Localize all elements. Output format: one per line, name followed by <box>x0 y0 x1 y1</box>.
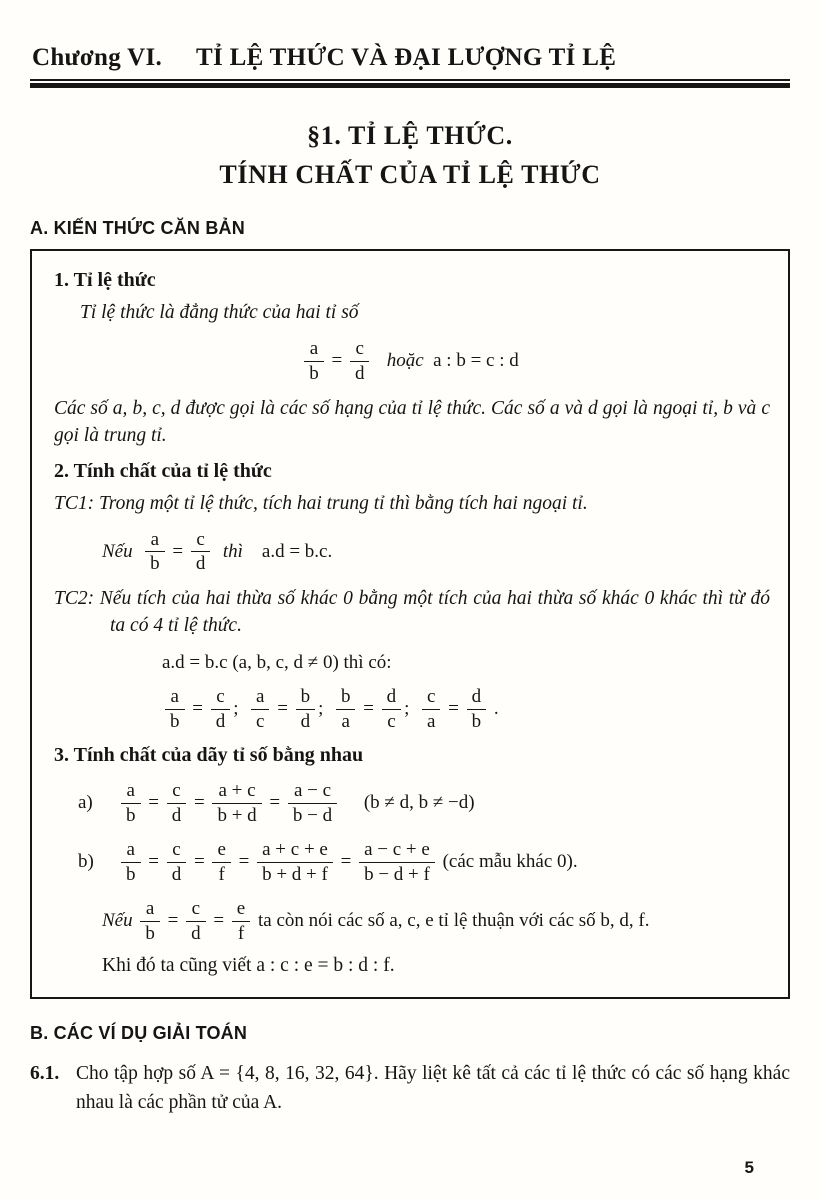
problem-6-1 <box>30 1060 790 1117</box>
tc1-formula <box>102 530 770 575</box>
fraction: $\frac{b}{d}$ <box>296 687 316 732</box>
page-number: 5 <box>744 1158 754 1177</box>
fraction: $\frac{b}{a}$ <box>336 687 356 732</box>
fraction: $\frac{c}{d}$ <box>211 687 231 732</box>
fraction: $\frac{c}{d}$ <box>186 899 206 944</box>
formula-text: Nếu <box>102 540 143 562</box>
lesson-title-line1: §1. TỈ LỆ THỨC. <box>307 121 513 150</box>
formula-text: a : b = c : d <box>423 349 519 371</box>
proportional-note-formula <box>102 899 770 944</box>
tc2-statement: TC2: Nếu tích của hai thừa số khác 0 bằng một tích của hai thừa số khác 0 khác thì từ đó ta có 4 tỉ lệ thức. <box>54 588 770 637</box>
item3-heading: 3. Tính chất của dãy tỉ số bằng nhau <box>54 743 364 766</box>
fraction: $\frac{a}{c}$ <box>251 687 269 732</box>
problem-number: 6.1. <box>30 1063 60 1085</box>
lesson-title <box>30 116 790 194</box>
chapter-label: Chương VI. <box>32 44 163 71</box>
fraction: $\frac{c}{a}$ <box>422 687 440 732</box>
fraction: $\frac{a + c}{b + d}$ <box>212 781 261 826</box>
fraction: $\frac{e}{f}$ <box>232 899 250 944</box>
chapter-title: TỈ LỆ THỨC VÀ ĐẠI LƯỢNG TỈ LỆ <box>196 44 617 71</box>
formula-text: (b ≠ d, b ≠ −d) <box>340 791 475 813</box>
fraction: $\frac{c}{d}$ <box>167 781 187 826</box>
fraction: $\frac{a}{b}$ <box>304 339 324 384</box>
header-rule-thin <box>30 79 790 81</box>
fraction: $\frac{e}{f}$ <box>212 840 230 885</box>
formula-text: = <box>189 850 210 872</box>
property-a-label: a) <box>78 792 93 814</box>
formula-text: ; <box>404 697 419 719</box>
formula-text: a.d = b.c. <box>242 540 333 562</box>
fraction: $\frac{c}{d}$ <box>191 530 211 575</box>
fraction: $\frac{a}{b}$ <box>165 687 185 732</box>
formula-text: = <box>162 909 184 931</box>
fraction: $\frac{a}{b}$ <box>140 899 160 944</box>
formula-text: = <box>187 697 208 719</box>
formula-text: = <box>335 850 357 872</box>
formula-text: = <box>272 697 293 719</box>
formula-text: Nếu <box>102 909 138 931</box>
fraction: $\frac{a}{b}$ <box>121 781 141 826</box>
formula-text: = <box>189 791 210 813</box>
tc2-four-proportions <box>162 687 770 732</box>
formula-text: ta còn nói các số a, c, e tỉ lệ thuận với các số b, d, f. <box>253 909 650 931</box>
formula-text: ; <box>233 697 248 719</box>
formula-text: = <box>208 909 229 931</box>
section-b-heading: B. CÁC VÍ DỤ GIẢI TOÁN <box>30 1023 248 1044</box>
item1-heading: 1. Tỉ lệ thức <box>54 269 156 291</box>
header-rule-thick <box>30 83 790 88</box>
formula-text <box>372 350 386 371</box>
chapter-header <box>30 44 790 79</box>
formula-text: = <box>167 540 188 562</box>
formula-text: = <box>233 850 255 872</box>
item1-intro: Tỉ lệ thức là đẳng thức của hai tỉ số <box>80 302 359 323</box>
property-a-formula <box>118 781 475 826</box>
formula-text: ; <box>318 697 333 719</box>
formula-text: = <box>443 697 464 719</box>
fraction: $\frac{a - c}{b - d}$ <box>288 781 337 826</box>
tc1-statement: TC1: Trong một tỉ lệ thức, tích hai trung tỉ thì bằng tích hai ngoại tỉ. <box>54 492 588 514</box>
formula-text: hoặc <box>386 349 424 371</box>
formula-text: = <box>264 791 285 813</box>
knowledge-box <box>30 249 790 999</box>
formula-text: (các mẫu khác 0). <box>437 850 578 872</box>
formula-text: = <box>326 349 347 371</box>
ratio-notation-line: Khi đó ta cũng viết a : c : e = b : d : f. <box>102 955 395 977</box>
fraction: $\frac{c}{d}$ <box>167 840 187 885</box>
fraction: $\frac{a + c + e}{b + d + f}$ <box>257 840 333 885</box>
fraction: $\frac{d}{c}$ <box>382 687 402 732</box>
property-row-b <box>78 840 770 885</box>
fraction: $\frac{a}{b}$ <box>145 530 165 575</box>
lesson-title-line2: TÍNH CHẤT CỦA TỈ LỆ THỨC <box>219 160 601 189</box>
fraction: $\frac{a}{b}$ <box>121 840 141 885</box>
item2-heading: 2. Tính chất của tỉ lệ thức <box>54 459 272 482</box>
section-a-heading: A. KIẾN THỨC CĂN BẢN <box>30 218 245 238</box>
tc2-given: a.d = b.c (a, b, c, d ≠ 0) thì có: <box>162 652 392 674</box>
fraction: $\frac{c}{d}$ <box>350 339 370 384</box>
property-b-formula <box>118 840 578 885</box>
formula-text: = <box>358 697 379 719</box>
problem-text: Cho tập hợp số A = {4, 8, 16, 32, 64}. Hãy liệt kê tất cả các tỉ lệ thức có các số hạng khác nhau là các phần tử của A. <box>76 1063 790 1113</box>
item1-note: Các số a, b, c, d được gọi là các số hạng của tỉ lệ thức. Các số a và d gọi là ngoại tỉ, b và c gọi là trung tỉ. <box>54 397 770 446</box>
formula-text: thì <box>213 540 243 562</box>
proportion-definition-formula <box>50 339 770 384</box>
fraction: $\frac{d}{b}$ <box>467 687 487 732</box>
formula-text: = <box>143 850 164 872</box>
property-row-a <box>78 781 770 826</box>
fraction: $\frac{a - c + e}{b - d + f}$ <box>359 840 435 885</box>
formula-text: . <box>489 697 499 719</box>
property-b-label: b) <box>78 851 94 873</box>
formula-text: = <box>143 791 164 813</box>
